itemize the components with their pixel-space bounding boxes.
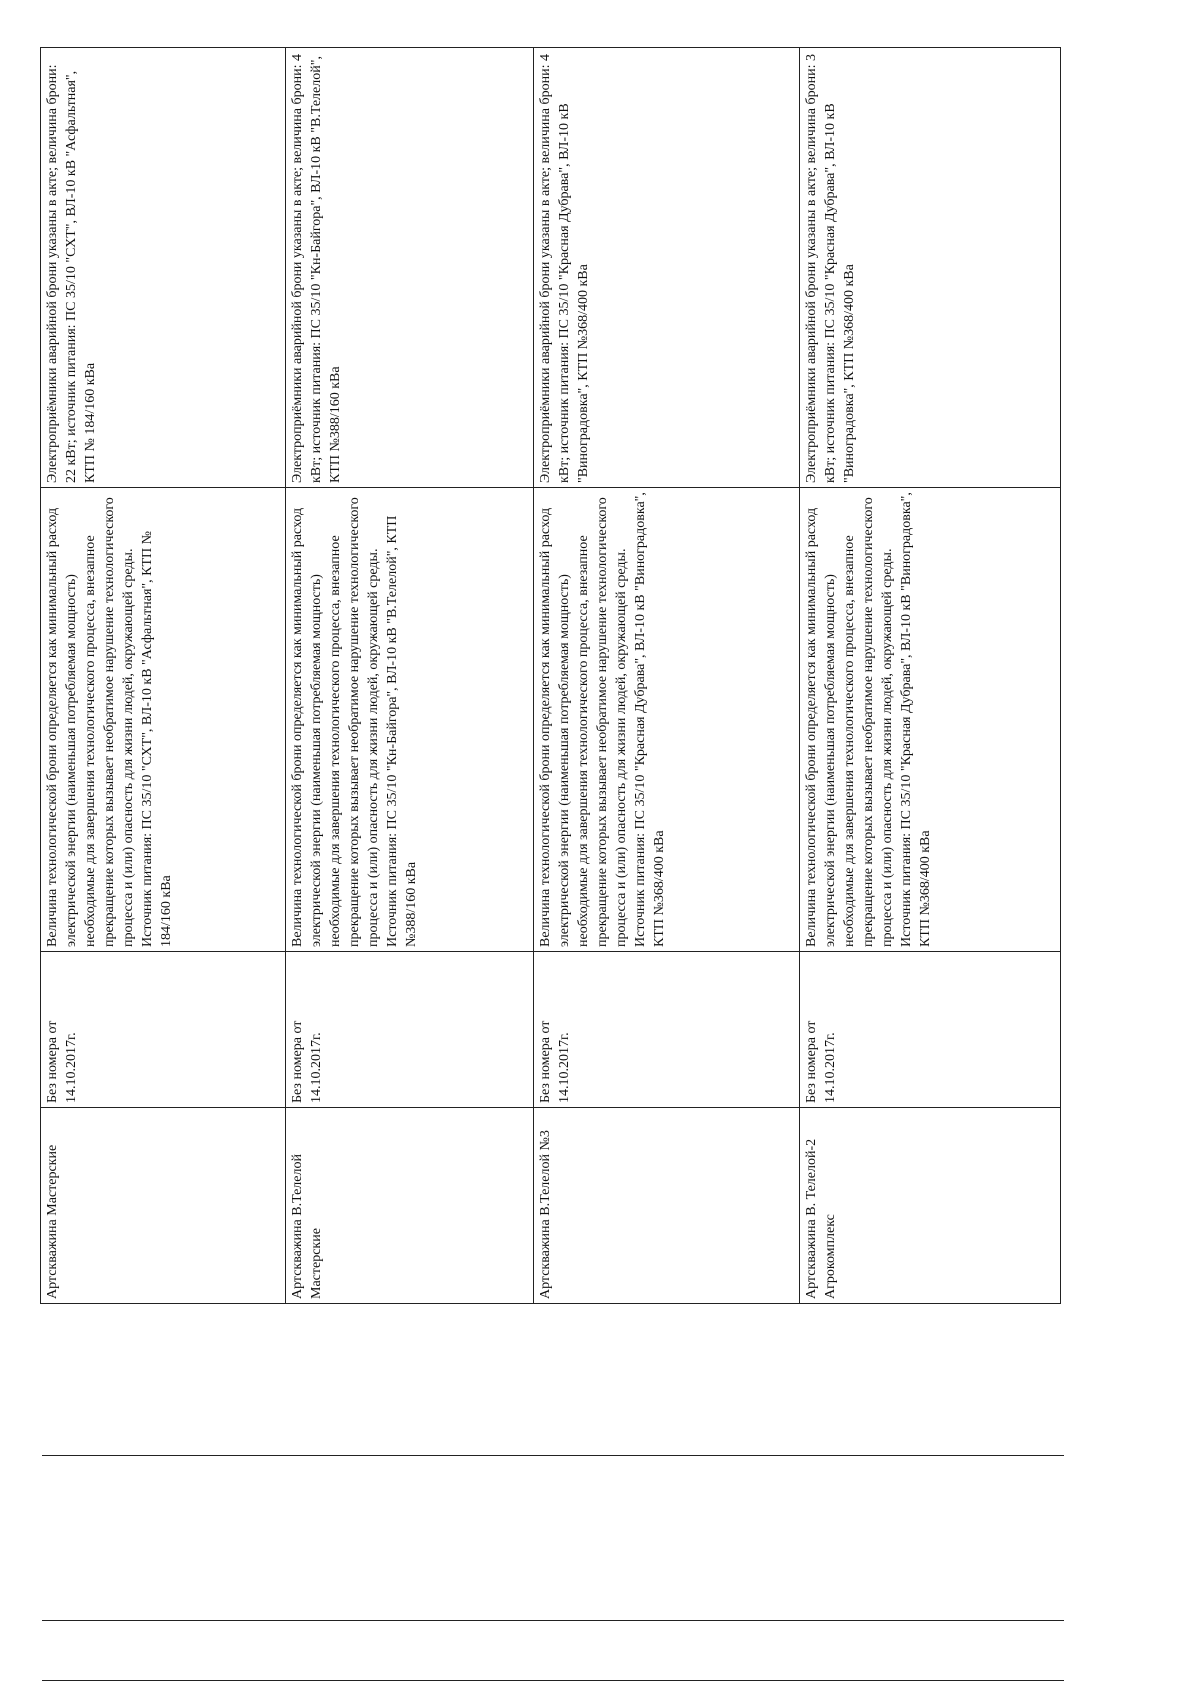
cell-emergency-reserve: Электроприёмники аварийной брони указаны в акте; величина брони: 4 кВт; источник питания: ПС 35/10 "Кн-Байгора", ВЛ-10 кВ "В.Телелой", КТП №388/160 кВа bbox=[286, 48, 534, 488]
table-row bbox=[41, 48, 286, 1304]
cell-act: Без номера от 14.10.2017г. bbox=[286, 952, 534, 1108]
cell-technological-reserve: Величина технологической брони определяется как минимальный расход электрической энергии (наименьшая потребляемая мощность) необходимые для завершения технологического процесса, внезапное прекращение которых вызывает необратимое нарушение технологического процесса и (или) опасность для жизни людей, окружающей среды. Источник питания: ПС 35/10 "СХТ", ВЛ-10 кВ "Асфальтная", КТП № 184/160 кВа bbox=[41, 488, 286, 952]
cell-act: Без номера от 14.10.2017г. bbox=[800, 952, 1061, 1108]
cell-object: Артскважина В.Телелой №3 bbox=[534, 1108, 800, 1304]
emergency-reserve-table bbox=[40, 47, 1061, 1304]
signature-line bbox=[42, 1455, 1064, 1456]
cell-technological-reserve: Величина технологической брони определяется как минимальный расход электрической энергии (наименьшая потребляемая мощность) необходимые для завершения технологического процесса, внезапное прекращение которых вызывает необратимое нарушение технологического процесса и (или) опасность для жизни людей, окружающей среды. Источник питания: ПС 35/10 "Кн-Байгора", ВЛ-10 кВ "В.Телелой", КТП №388/160 кВа bbox=[286, 488, 534, 952]
signature-line bbox=[42, 1680, 1064, 1681]
cell-technological-reserve: Величина технологической брони определяется как минимальный расход электрической энергии (наименьшая потребляемая мощность) необходимые для завершения технологического процесса, внезапное прекращение которых вызывает необратимое нарушение технологического процесса и (или) опасность для жизни людей, окружающей среды. Источник питания: ПС 35/10 "Красная Дубрава", ВЛ-10 кВ "Виноградовка", КТП №368/400 кВа bbox=[534, 488, 800, 952]
table-row bbox=[286, 48, 534, 1304]
signature-line bbox=[42, 1620, 1064, 1621]
cell-object: Артскважина В.Телелой Мастерские bbox=[286, 1108, 534, 1304]
cell-emergency-reserve: Электроприёмники аварийной брони указаны в акте; величина брони: 22 кВт; источник питания: ПС 35/10 "СХТ", ВЛ-10 кВ "Асфальтная", КТП № 184/160 кВа bbox=[41, 48, 286, 488]
cell-object: Артскважина Мастерские bbox=[41, 1108, 286, 1304]
table-row bbox=[800, 48, 1061, 1304]
cell-emergency-reserve: Электроприёмники аварийной брони указаны в акте; величина брони: 4 кВт; источник питания: ПС 35/10 "Красная Дубрава", ВЛ-10 кВ "Виноградовка", КТП №368/400 кВа bbox=[534, 48, 800, 488]
cell-object: Артскважина В. Телелой-2 Агрокомплекс bbox=[800, 1108, 1061, 1304]
cell-act: Без номера от 14.10.2017г. bbox=[41, 952, 286, 1108]
table-row bbox=[534, 48, 800, 1304]
cell-act: Без номера от 14.10.2017г. bbox=[534, 952, 800, 1108]
rotated-table-container bbox=[40, 48, 1060, 1304]
cell-emergency-reserve: Электроприёмники аварийной брони указаны в акте; величина брони: 3 кВт; источник питания: ПС 35/10 "Красная Дубрава", ВЛ-10 кВ "Виноградовка", КТП №368/400 кВа bbox=[800, 48, 1061, 488]
cell-technological-reserve: Величина технологической брони определяется как минимальный расход электрической энергии (наименьшая потребляемая мощность) необходимые для завершения технологического процесса, внезапное прекращение которых вызывает необратимое нарушение технологического процесса и (или) опасность для жизни людей, окружающей среды. Источник питания: ПС 35/10 "Красная Дубрава", ВЛ-10 кВ "Виноградовка", КТП №368/400 кВа bbox=[800, 488, 1061, 952]
